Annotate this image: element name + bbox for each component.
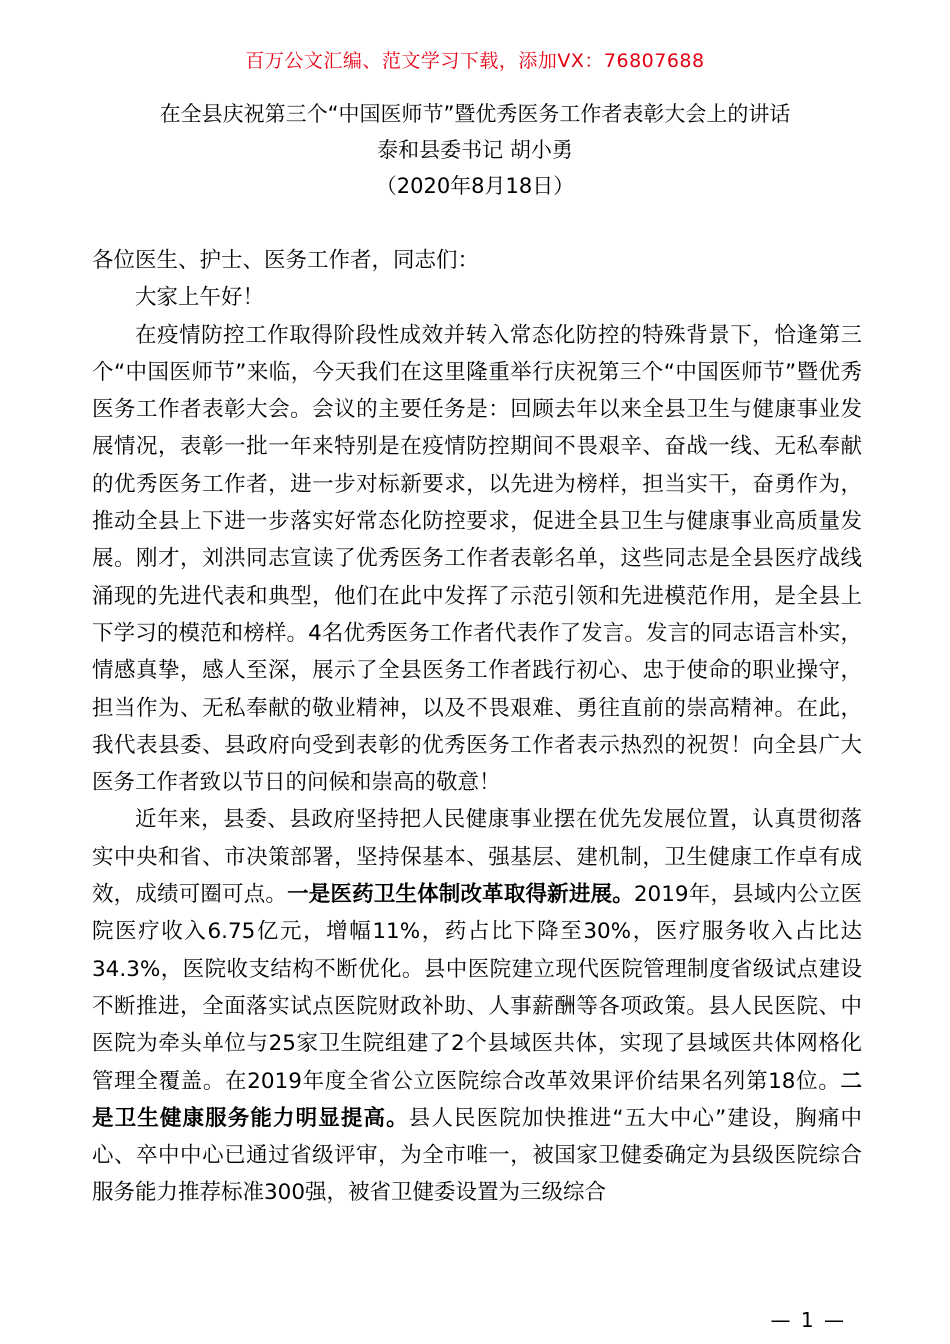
paragraph-2-intro: 近年来，县委、县政府坚持把人民健康事业摆在优先发展位置，认真贯彻落实中央和省、市决策部署，坚持保基本、强基层、建机制，卫生健康工作卓有成效，成绩可圈可点。 xyxy=(92,807,862,908)
author-line: 泰和县委书记 胡小勇 xyxy=(377,138,573,162)
section-text-2: 县人民医院加快推进“五大中心”建设，胸痛中心、卒中中心已通过省级评审，为全市唯一，被国家卫健委确定为县级医院综合服务能力推荐标准300强，被省卫健委设置为三级综合 xyxy=(92,1105,862,1206)
paragraph-1: 在疫情防控工作取得阶段性成效并转入常态化防控的特殊背景下，恰逢第三个“中国医师节”来临，今天我们在这里隆重举行庆祝第三个“中国医师节”暨优秀医务工作者表彰大会。会议的主要任务是：回顾去年以来全县卫生与健康事业发展情况，表彰一批一年来特别是在疫情防控期间不畏艰辛、奋战一线、无私奉献的优秀医务工作者，进一步对标新要求，以先进为榜样，担当实干，奋勇作为，推动全县上下进一步落实好常态化防控要求，促进全县卫生与健康事业高质量发展。刚才，刘洪同志宣读了优秀医务工作者表彰名单，这些同志是全县医疗战线涌现的先进代表和典型，他们在此中发挥了示范引领和先进模范作用，是全县上下学习的模范和榜样。4名优秀医务工作者代表作了发言。发言的同志语言朴实，情感真挚，感人至深，展示了全县医务工作者践行初心、忠于使命的职业操守，担当作为、无私奉献的敬业精神，以及不畏艰难、勇往直前的崇高精神。在此，我代表县委、县政府向受到表彰的优秀医务工作者表示热烈的祝贺！向全县广大医务工作者致以节日的问候和崇高的敬意！ xyxy=(92,322,862,796)
section-heading-1: 一是医药卫生体制改革取得新进展。 xyxy=(287,882,634,908)
salutation: 各位医生、护士、医务工作者，同志们： xyxy=(92,248,480,273)
date-line: （2020年8月18日） xyxy=(375,174,575,198)
section-text-1: 2019年，县域内公立医院医疗收入6.75亿元，增幅11%，药占比下降至30%，医疗服务收入占比达34.3%，医院收支结构不断优化。县中医院建立现代医院管理制度省级试点建设不断推进，全面落实试点医院财政补助、人事薪酬等各项政策。县人民医院、中医院为牵头单位与25家卫生院组建了2个县域医共体，实现了县域医共体网格化管理全覆盖。在2019年度全省公立医院综合改革效果评价结果名列第18位。 xyxy=(92,882,862,1094)
title-block xyxy=(0,96,950,204)
document-title: 在全县庆祝第三个“中国医师节”暨优秀医务工作者表彰大会上的讲话 xyxy=(159,102,791,126)
promo-banner: 百万公文汇编、范文学习下载，添加VX：76807688 xyxy=(245,50,705,72)
paragraph-2 xyxy=(92,801,862,1211)
page-number: — 1 — xyxy=(770,1308,846,1332)
section-heading-2: 二是卫生健康服务能力明显提高。 xyxy=(92,1068,862,1131)
document-body xyxy=(92,242,862,1212)
greeting: 大家上午好！ xyxy=(135,285,265,311)
